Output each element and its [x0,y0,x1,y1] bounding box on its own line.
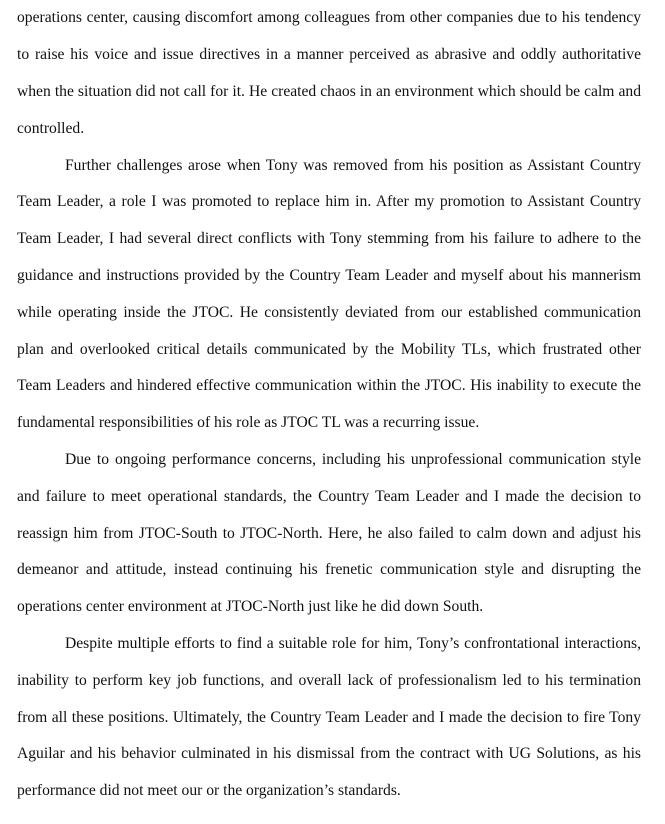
document-page [17,0,641,810]
paragraph-termination: Despite multiple efforts to find a suitable role for him, Tony’s confrontational interactions, inability to perform key job functions, and overall lack of professionalism led to his termination from all these positions. Ultimately, the Country Team Leader and I made the decision to fire Tony Aguilar and his behavior culminated in his dismissal from the contract with UG Solutions, as his performance did not meet our or the organization’s standards. [17,634,641,800]
paragraph-team-leader-conflicts: Further challenges arose when Tony was removed from his position as Assistant Country Team Leader, a role I was promoted to replace him in. After my promotion to Assistant Country Team Leader, I had several direct conflicts with Tony stemming from his failure to adhere to the guidance and instructions provided by the Country Team Leader and myself about his mannerism while operating inside the JTOC. He consistently deviated from our established communication plan and overlooked critical details communicated by the Mobility TLs, which frustrated other Team Leaders and hindered effective communication within the JTOC. His inability to execute the fundamental responsibilities of his role as JTOC TL was a recurring issue. [17,156,641,432]
paragraph-reassignment: Due to ongoing performance concerns, including his unprofessional communication style and failure to meet operational standards, the Country Team Leader and I made the decision to reassign him from JTOC-South to JTOC-North. Here, he also failed to calm down and adjust his demeanor and attitude, instead continuing his frenetic communication style and disrupting the operations center environment at JTOC-North just like he did down South. [17,450,641,616]
paragraph-continuation: operations center, causing discomfort among colleagues from other companies due to his tendency to raise his voice and issue directives in a manner perceived as abrasive and oddly authoritative when the situation did not call for it. He created chaos in an environment which should be calm and controlled. [17,9,641,137]
